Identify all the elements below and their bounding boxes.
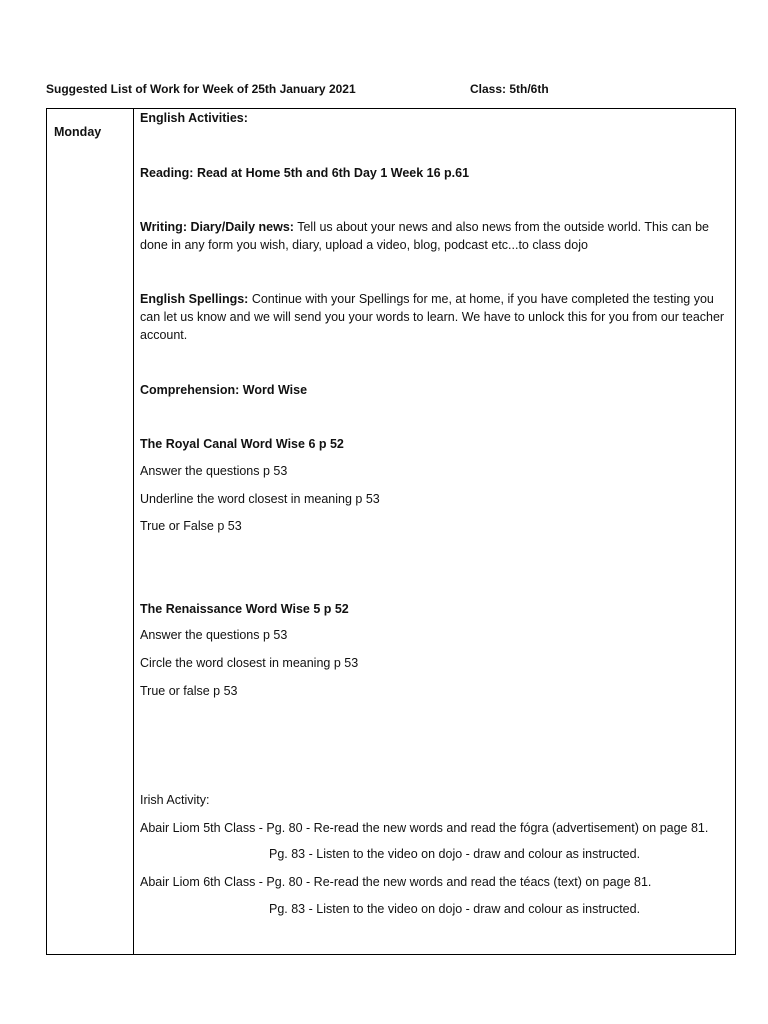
day-label: Monday — [54, 125, 102, 139]
irish-line: Pg. 83 - Listen to the video on dojo - draw and colour as instructed. — [269, 847, 641, 861]
royal-canal-title: The Royal Canal Word Wise 6 p 52 — [140, 437, 344, 451]
renaissance-title: The Renaissance Word Wise 5 p 52 — [140, 602, 349, 616]
renaissance-item: True or false p 53 — [140, 684, 238, 698]
royal-canal-item: Underline the word closest in meaning p 53 — [140, 492, 380, 506]
spellings-label: English Spellings: — [140, 292, 249, 306]
work-table — [46, 108, 736, 955]
writing-paragraph — [140, 218, 730, 254]
column-divider — [133, 109, 134, 954]
class-label: Class: 5th/6th — [470, 82, 549, 96]
document-header — [46, 82, 736, 98]
spellings-text: Continue with your Spellings for me, at home, if you have completed the testing you can let us know and we will send you your words to learn. We have to unlock this for you from our teacher account. — [140, 292, 725, 342]
irish-heading: Irish Activity: — [140, 793, 210, 807]
irish-line: Abair Liom 5th Class - Pg. 80 - Re-read the new words and read the fógra (advertisement) on page 81. — [140, 821, 709, 835]
irish-line: Abair Liom 6th Class - Pg. 80 - Re-read the new words and read the téacs (text) on page 81. — [140, 875, 652, 889]
writing-label: Writing: Diary/Daily news: — [140, 220, 294, 234]
royal-canal-item: True or False p 53 — [140, 519, 242, 533]
renaissance-item: Circle the word closest in meaning p 53 — [140, 656, 359, 670]
english-heading: English Activities: — [140, 111, 248, 125]
spellings-paragraph — [140, 290, 730, 344]
renaissance-item: Answer the questions p 53 — [140, 628, 288, 642]
comprehension-heading: Comprehension: Word Wise — [140, 383, 308, 397]
irish-line: Pg. 83 - Listen to the video on dojo - draw and colour as instructed. — [269, 902, 641, 916]
writing-text: Tell us about your news and also news from the outside world. This can be done in any form you wish, diary, upload a video, blog, podcast etc...to class dojo — [140, 220, 710, 252]
document-title: Suggested List of Work for Week of 25th January 2021 — [46, 82, 356, 96]
royal-canal-item: Answer the questions p 53 — [140, 464, 288, 478]
reading-line: Reading: Read at Home 5th and 6th Day 1 Week 16 p.61 — [140, 166, 470, 180]
